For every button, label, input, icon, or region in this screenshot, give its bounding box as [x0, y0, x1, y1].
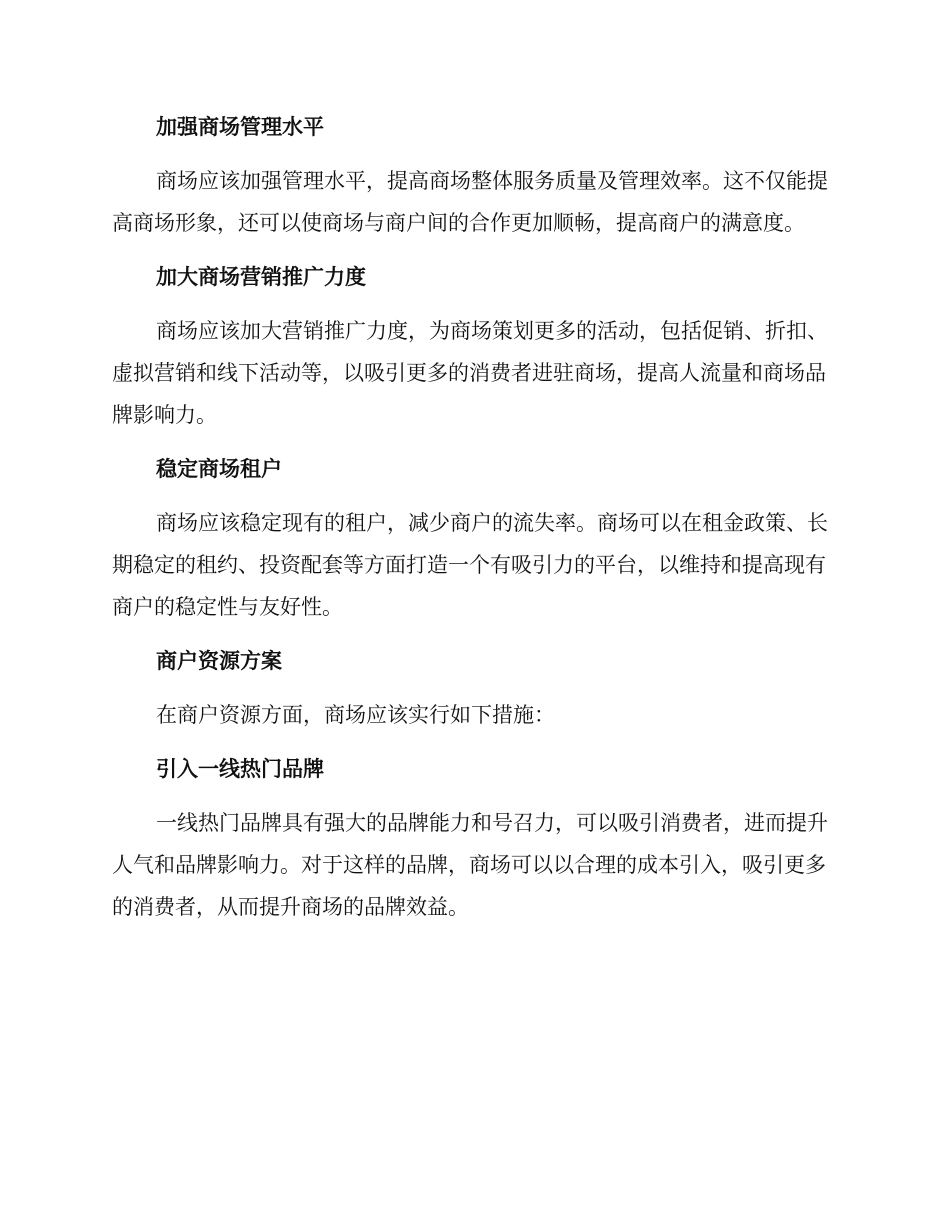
section-heading: 引入一线热门品牌	[156, 757, 324, 781]
section-paragraph: 在商户资源方面，商场应该实行如下措施：	[156, 703, 555, 727]
section-paragraph: 一线热门品牌具有强大的品牌能力和号召力，可以吸引消费者，进而提升人气和品牌影响力。对于这样的品牌，商场可以以合理的成本引入，吸引更多的消费者，从而提升商场的品牌效益。	[112, 811, 828, 919]
section-heading: 加大商场营销推广力度	[156, 265, 366, 289]
section-paragraph: 商场应该加大营销推广力度，为商场策划更多的活动，包括促销、折扣、虚拟营销和线下活动等，以吸引更多的消费者进驻商场，提高人流量和商场品牌影响力。	[112, 319, 828, 427]
section-heading: 加强商场管理水平	[156, 115, 324, 139]
section-paragraph: 商场应该稳定现有的租户，减少商户的流失率。商场可以在租金政策、长期稳定的租约、投资配套等方面打造一个有吸引力的平台，以维持和提高现有商户的稳定性与友好性。	[112, 511, 828, 619]
section-heading: 稳定商场租户	[156, 457, 282, 481]
section-heading: 商户资源方案	[156, 649, 282, 673]
document-body	[112, 106, 832, 940]
section-paragraph: 商场应该加强管理水平，提高商场整体服务质量及管理效率。这不仅能提高商场形象，还可以使商场与商户间的合作更加顺畅，提高商户的满意度。	[112, 169, 828, 235]
